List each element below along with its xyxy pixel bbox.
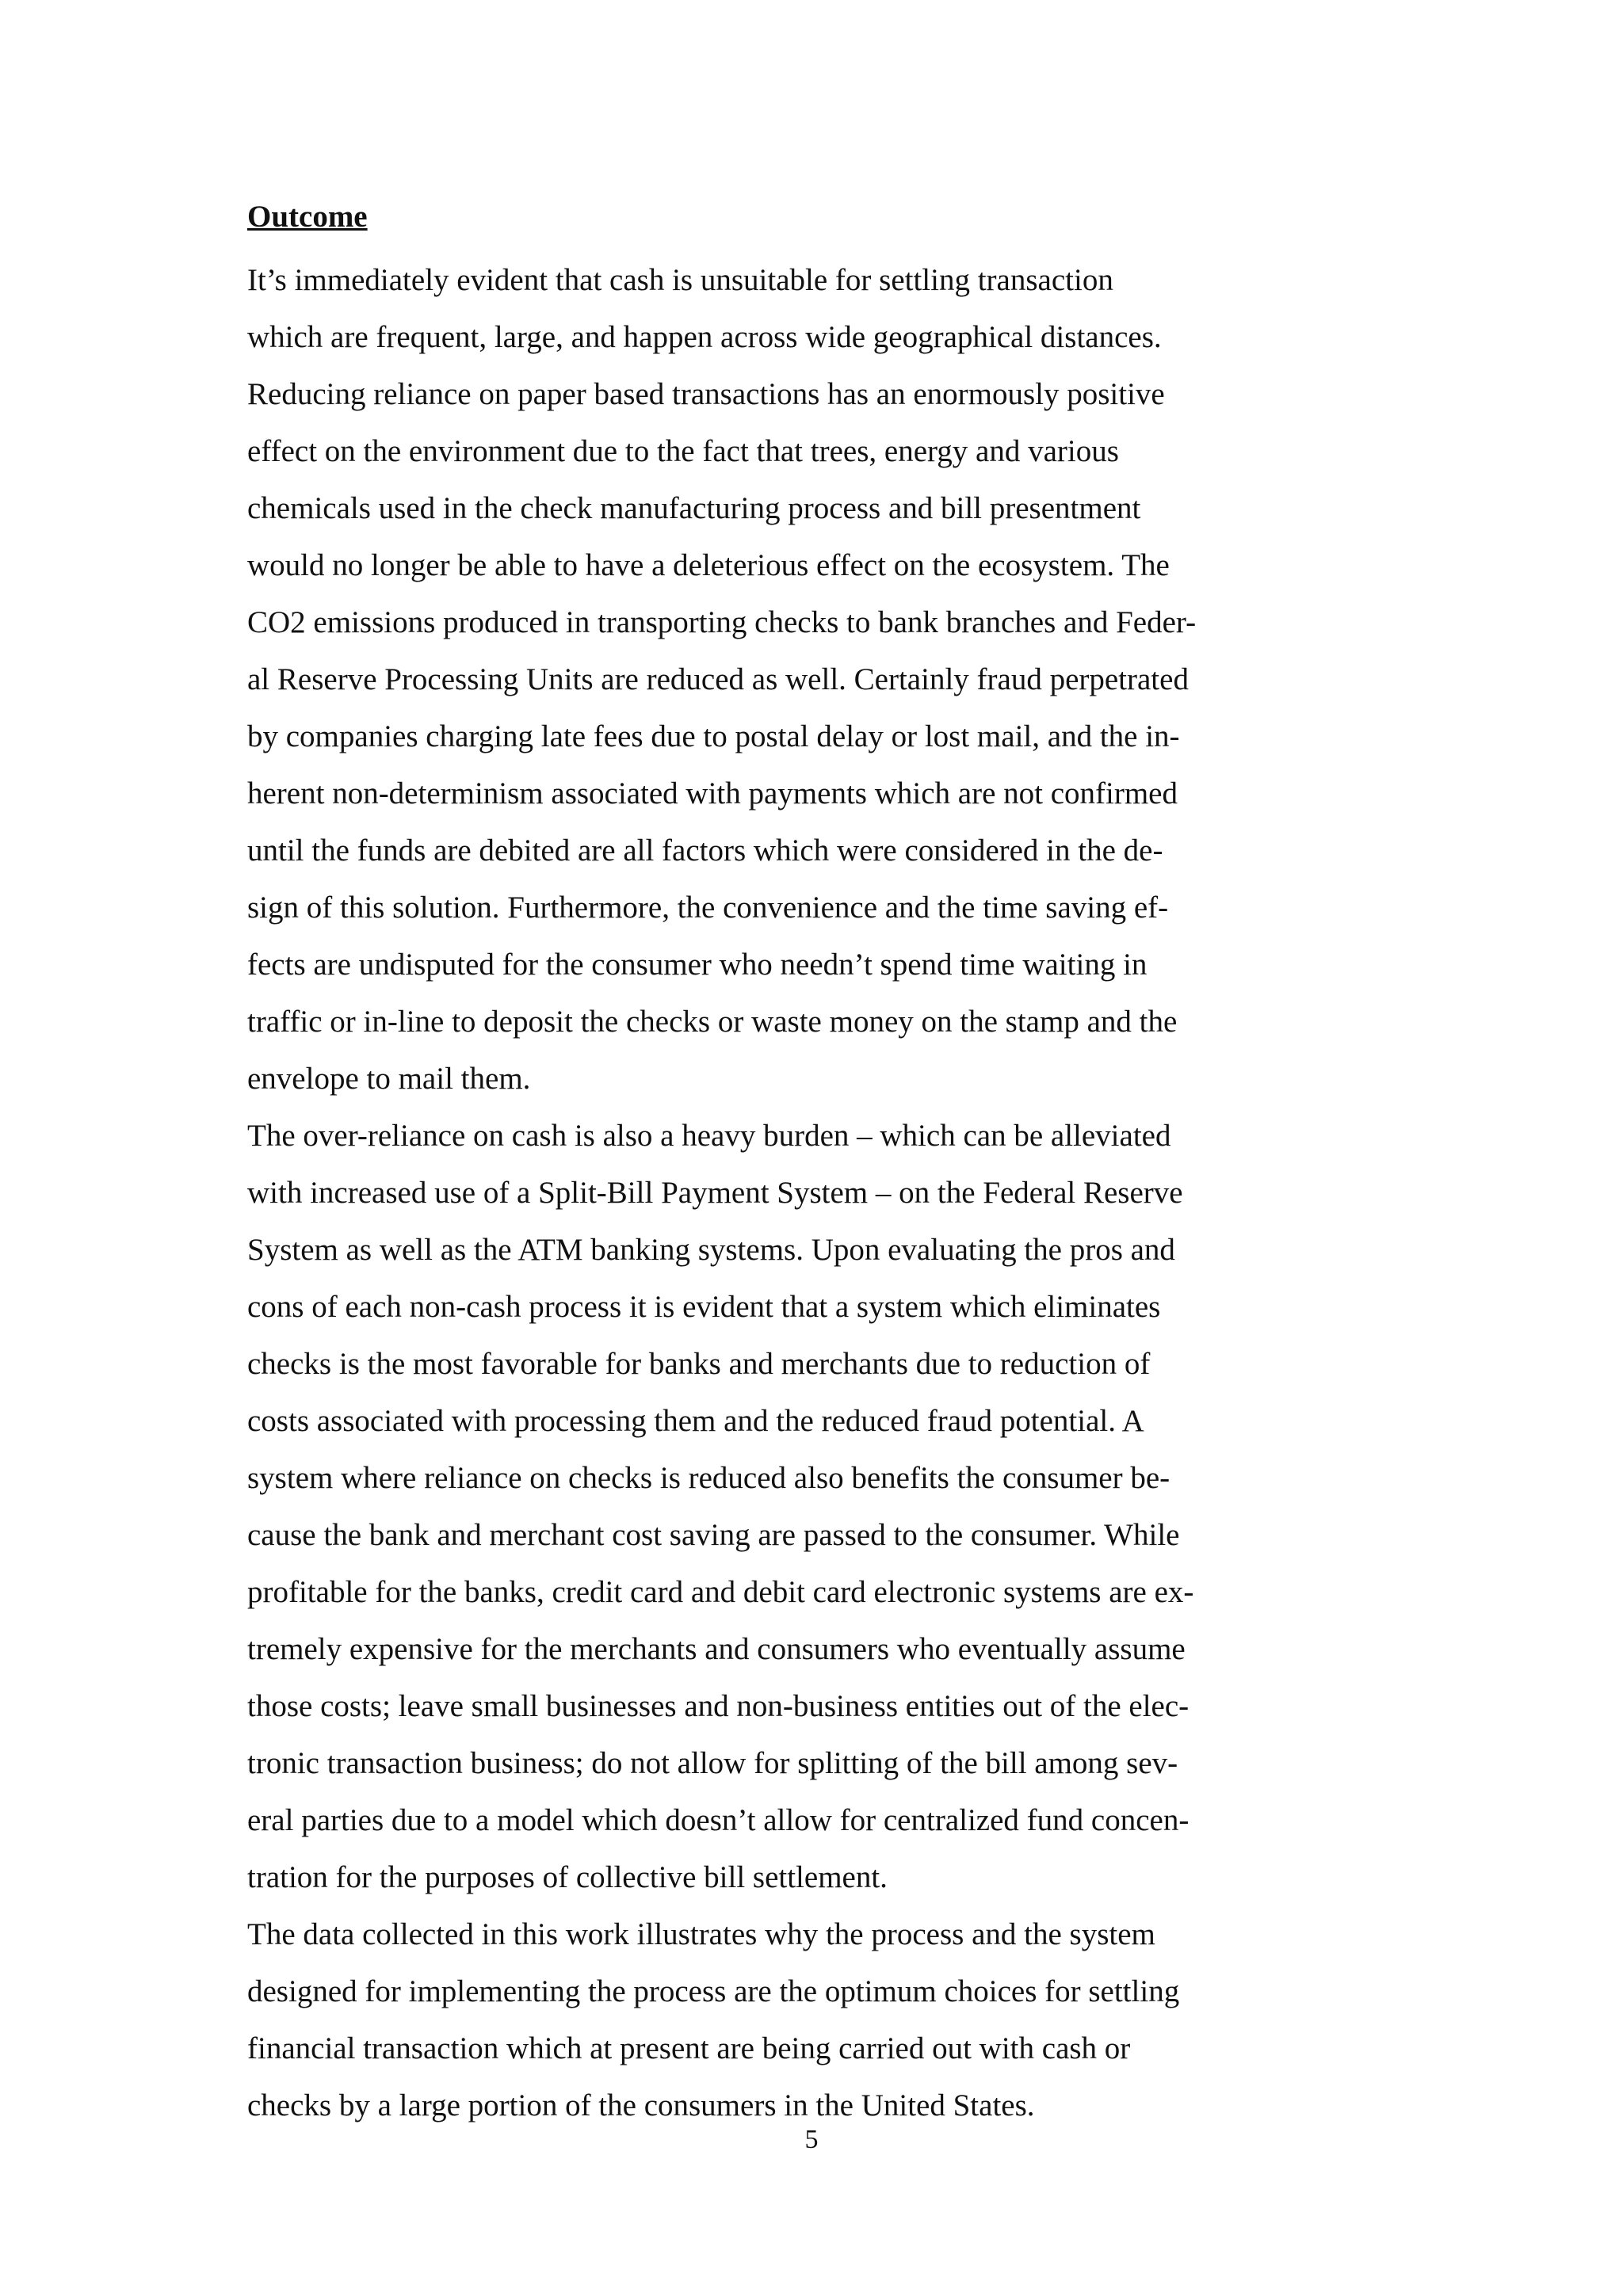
text-line: effect on the environment due to the fact that trees, energy and various [247, 434, 1119, 468]
text-line: envelope to mail them. [247, 1062, 531, 1096]
text-line: traffic or in-line to deposit the checks or waste money on the stamp and the [247, 1005, 1178, 1039]
text-line: CO2 emissions produced in transporting checks to bank branches and Feder- [247, 605, 1197, 639]
text-line: costs associated with processing them and the reduced fraud potential. A [247, 1404, 1144, 1438]
text-line: until the funds are debited are all factors which were considered in the de- [247, 833, 1163, 868]
text-line: The data collected in this work illustrates why the process and the system [247, 1917, 1155, 1951]
text-line: which are frequent, large, and happen across wide geographical distances. [247, 320, 1162, 354]
text-line: checks is the most favorable for banks and merchants due to reduction of [247, 1347, 1151, 1381]
section-heading: Outcome [247, 200, 368, 234]
text-line: cause the bank and merchant cost saving are passed to the consumer. While [247, 1518, 1180, 1552]
text-line: eral parties due to a model which doesn’t allow for centralized fund concen- [247, 1803, 1190, 1837]
text-line: The over-reliance on cash is also a heavy burden – which can be alleviated [247, 1119, 1171, 1153]
text-line: tronic transaction business; do not allow for splitting of the bill among sev- [247, 1746, 1178, 1780]
text-line: would no longer be able to have a deleterious effect on the ecosystem. The [247, 548, 1170, 582]
text-line: system where reliance on checks is reduced also benefits the consumer be- [247, 1461, 1170, 1495]
text-line: by companies charging late fees due to postal delay or lost mail, and the in- [247, 719, 1180, 753]
text-line: chemicals used in the check manufacturing process and bill presentment [247, 491, 1141, 525]
text-line: fects are undisputed for the consumer who needn’t spend time waiting in [247, 948, 1148, 982]
body-text [247, 252, 1277, 2134]
text-line: Reducing reliance on paper based transactions has an enormously positive [247, 377, 1165, 411]
text-line: tremely expensive for the merchants and consumers who eventually assume [247, 1632, 1186, 1666]
text-line: tration for the purposes of collective bill settlement. [247, 1860, 888, 1894]
page-number: 5 [804, 2125, 819, 2154]
text-line: It’s immediately evident that cash is unsuitable for settling transaction [247, 263, 1113, 297]
text-line: checks by a large portion of the consumers in the United States. [247, 2088, 1035, 2122]
text-line: those costs; leave small businesses and non-business entities out of the elec- [247, 1689, 1190, 1723]
text-line: cons of each non-cash process it is evident that a system which eliminates [247, 1290, 1161, 1324]
page-content [247, 195, 1277, 2134]
text-line: al Reserve Processing Units are reduced as well. Certainly fraud perpetrated [247, 662, 1189, 696]
text-line: with increased use of a Split-Bill Payment System – on the Federal Reserve [247, 1176, 1183, 1210]
text-line: System as well as the ATM banking systems. Upon evaluating the pros and [247, 1233, 1175, 1267]
text-line: herent non-determinism associated with payments which are not confirmed [247, 776, 1178, 810]
text-line: profitable for the banks, credit card and debit card electronic systems are ex- [247, 1575, 1194, 1609]
text-line: designed for implementing the process are the optimum choices for settling [247, 1974, 1180, 2008]
text-line: financial transaction which at present are being carried out with cash or [247, 2031, 1131, 2065]
text-line: sign of this solution. Furthermore, the convenience and the time saving ef- [247, 891, 1169, 925]
